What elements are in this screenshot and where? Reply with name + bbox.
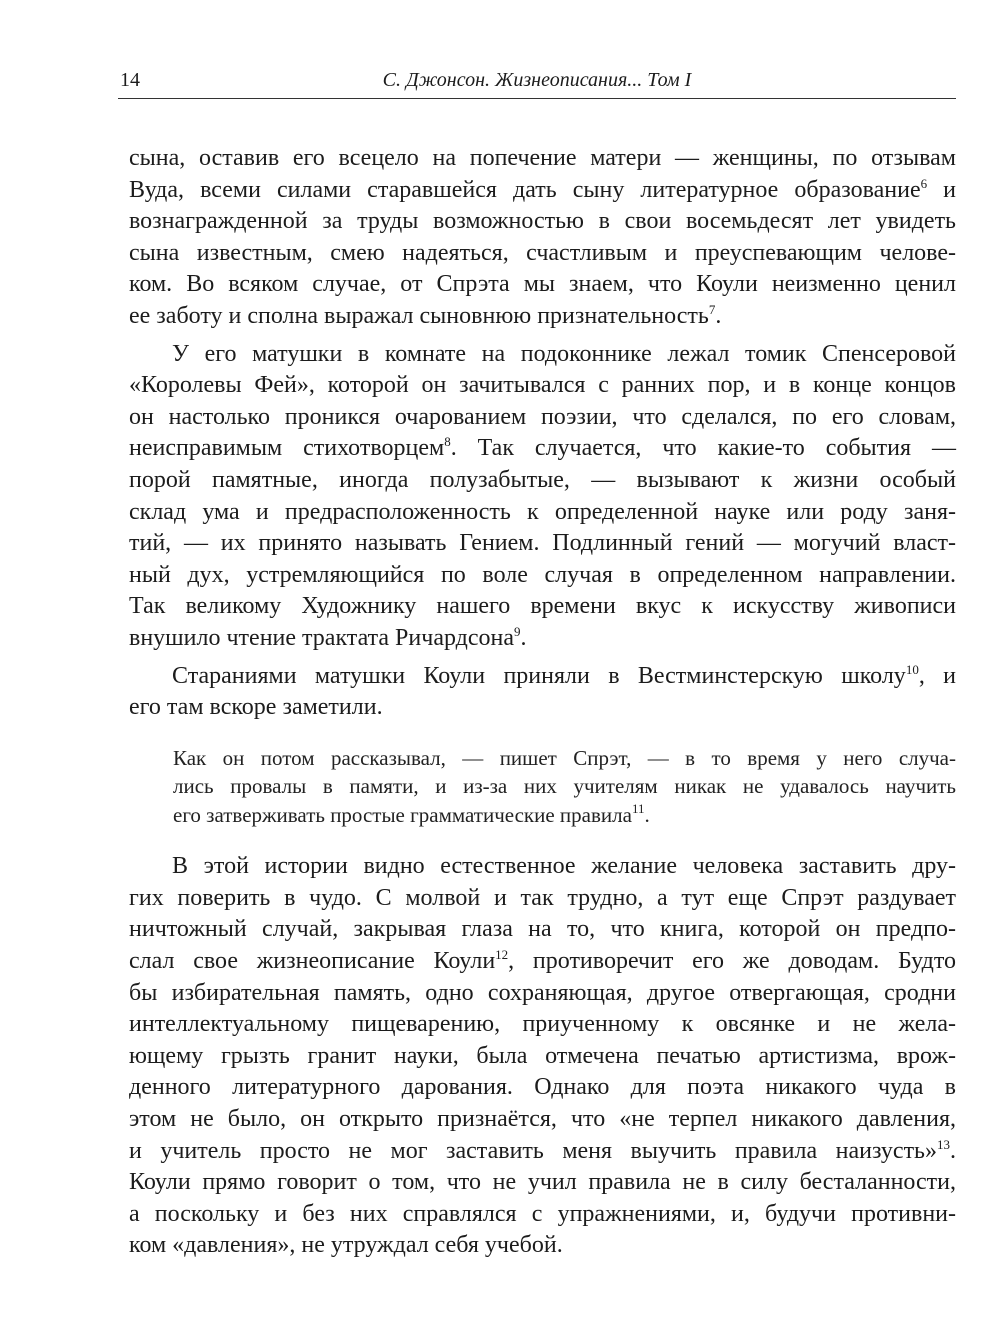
text-line bbox=[129, 1136, 956, 1168]
text-segment: . Так случается, что какие-то события — bbox=[450, 435, 956, 462]
text-line: а поскольку и без них справлялся с упражнениями, и, будучи противни- bbox=[129, 1200, 956, 1227]
text-segment: и bbox=[927, 176, 957, 203]
text-segment: . bbox=[950, 1137, 956, 1164]
footnote-ref-11: 11 bbox=[631, 800, 645, 816]
quote-line: Как он потом рассказывал, — пишет Спрэт, — в то время у него случа- bbox=[173, 745, 956, 770]
text-line: ком. Во всяком случае, от Спрэта мы знаем, что Коули неизменно ценил bbox=[129, 271, 956, 298]
text-line: сына, оставив его всецело на попечение матери — женщины, по отзывам bbox=[129, 145, 956, 171]
text-line: Так великому Художнику нашего времени вкус к искусству живописи bbox=[129, 593, 956, 620]
text-line: сына известным, смею надеяться, счастливым и преуспевающим челове- bbox=[129, 239, 956, 266]
text-segment: . bbox=[520, 624, 527, 651]
footnote-ref-12: 12 bbox=[495, 946, 509, 962]
text-line: вознагражденной за труды возможностью в свои восемьдесят лет увидеть bbox=[129, 208, 956, 235]
paragraph-4 bbox=[129, 851, 956, 1262]
text-line: этом не было, он открыто признаётся, что «не терпел никакого давления, bbox=[129, 1105, 956, 1132]
text-line: ный дух, устремляющийся по воле случая в определенном направлении. bbox=[129, 561, 956, 588]
text-line: ничтожный случай, закрывая глаза на то, что книга, которой он предпо- bbox=[129, 916, 956, 943]
text-line: денного литературного дарования. Однако для поэта никакого чуда в bbox=[129, 1074, 956, 1101]
text-line bbox=[129, 623, 956, 655]
paragraph-2 bbox=[129, 339, 956, 655]
text-segment: и учитель просто не мог заставить меня выучить правила наизусть» bbox=[129, 1137, 937, 1164]
text-line: его там вскоре заметили. bbox=[129, 694, 383, 721]
text-line: бы избирательная память, одно сохраняющая, другое отвергающая, сродни bbox=[129, 979, 956, 1006]
footnote-ref-13: 13 bbox=[937, 1136, 950, 1152]
text-segment: Вуда, всеми силами старавшейся дать сыну литературное образование bbox=[129, 176, 921, 203]
text-segment: ее заботу и сполна выражал сыновнюю признательность bbox=[129, 302, 709, 329]
text-line: склад ума и предрасположенность к определенной науке или роду заня- bbox=[129, 498, 956, 525]
footnote-ref-7: 7 bbox=[708, 301, 716, 317]
paragraph-1 bbox=[129, 143, 956, 333]
text-line: Коули прямо говорит о том, что не учил правила не в силу бесталанности, bbox=[129, 1169, 956, 1196]
footnote-ref-9: 9 bbox=[514, 623, 521, 639]
text-line: В этой истории видно естественное желание человека заставить дру- bbox=[172, 853, 956, 880]
text-line: «Королевы Фей», которой он зачитывался с ранних пор, и в конце концов bbox=[129, 372, 956, 399]
footnote-ref-10: 10 bbox=[905, 661, 919, 677]
text-segment: неисправимым стихотворцем bbox=[129, 435, 445, 462]
block-quote bbox=[173, 744, 956, 830]
text-line: ющему грызть гранит науки, была отмечена печатью артистизма, врож- bbox=[129, 1042, 956, 1069]
text-line bbox=[129, 946, 956, 978]
text-segment: . bbox=[644, 802, 650, 827]
text-line bbox=[129, 661, 956, 693]
quote-line: лись провалы в памяти, и из-за них учителям никак не удавалось научить bbox=[173, 774, 956, 799]
quote-line bbox=[173, 801, 956, 830]
running-header bbox=[118, 62, 956, 99]
text-line bbox=[129, 433, 956, 465]
footnote-ref-6: 6 bbox=[920, 175, 928, 191]
text-line bbox=[129, 175, 956, 207]
text-line: У его матушки в комнате на подоконнике лежал томик Спенсеровой bbox=[172, 340, 956, 367]
text-segment: . bbox=[715, 302, 722, 329]
text-segment: слал свое жизнеописание Коули bbox=[129, 947, 496, 974]
text-segment: внушило чтение трактата Ричардсона bbox=[129, 624, 515, 651]
text-line: тий, — их принято называть Гением. Подлинный гений — могучий власт- bbox=[129, 530, 956, 557]
text-segment: , противоречит его же доводам. Будто bbox=[508, 947, 956, 974]
paragraph-3 bbox=[129, 661, 956, 724]
text-line: интеллектуальному пищеварению, приученному к овсянке и не жела- bbox=[129, 1011, 956, 1038]
text-segment: , и bbox=[918, 662, 957, 689]
text-line: порой памятные, иногда полузабытые, — вызывают к жизни особый bbox=[129, 466, 956, 493]
page-body bbox=[129, 143, 956, 1262]
text-segment: Стараниями матушки Коули приняли в Вестминстерскую школу bbox=[172, 662, 906, 689]
text-line: гих поверить в чудо. С молвой и так трудно, а тут еще Спрэт раздувает bbox=[129, 884, 956, 911]
text-segment: его затверживать простые грамматические правила bbox=[173, 802, 632, 827]
text-line bbox=[129, 301, 956, 333]
footnote-ref-8: 8 bbox=[444, 434, 451, 450]
text-line: он настолько проникся очарованием поэзии, что сделался, по его словам, bbox=[129, 403, 956, 430]
text-line: ком «давления», не утруждал себя учебой. bbox=[129, 1232, 563, 1259]
running-title: С. Джонсон. Жизнеописания... Том I bbox=[382, 69, 692, 91]
page-number: 14 bbox=[120, 69, 140, 91]
